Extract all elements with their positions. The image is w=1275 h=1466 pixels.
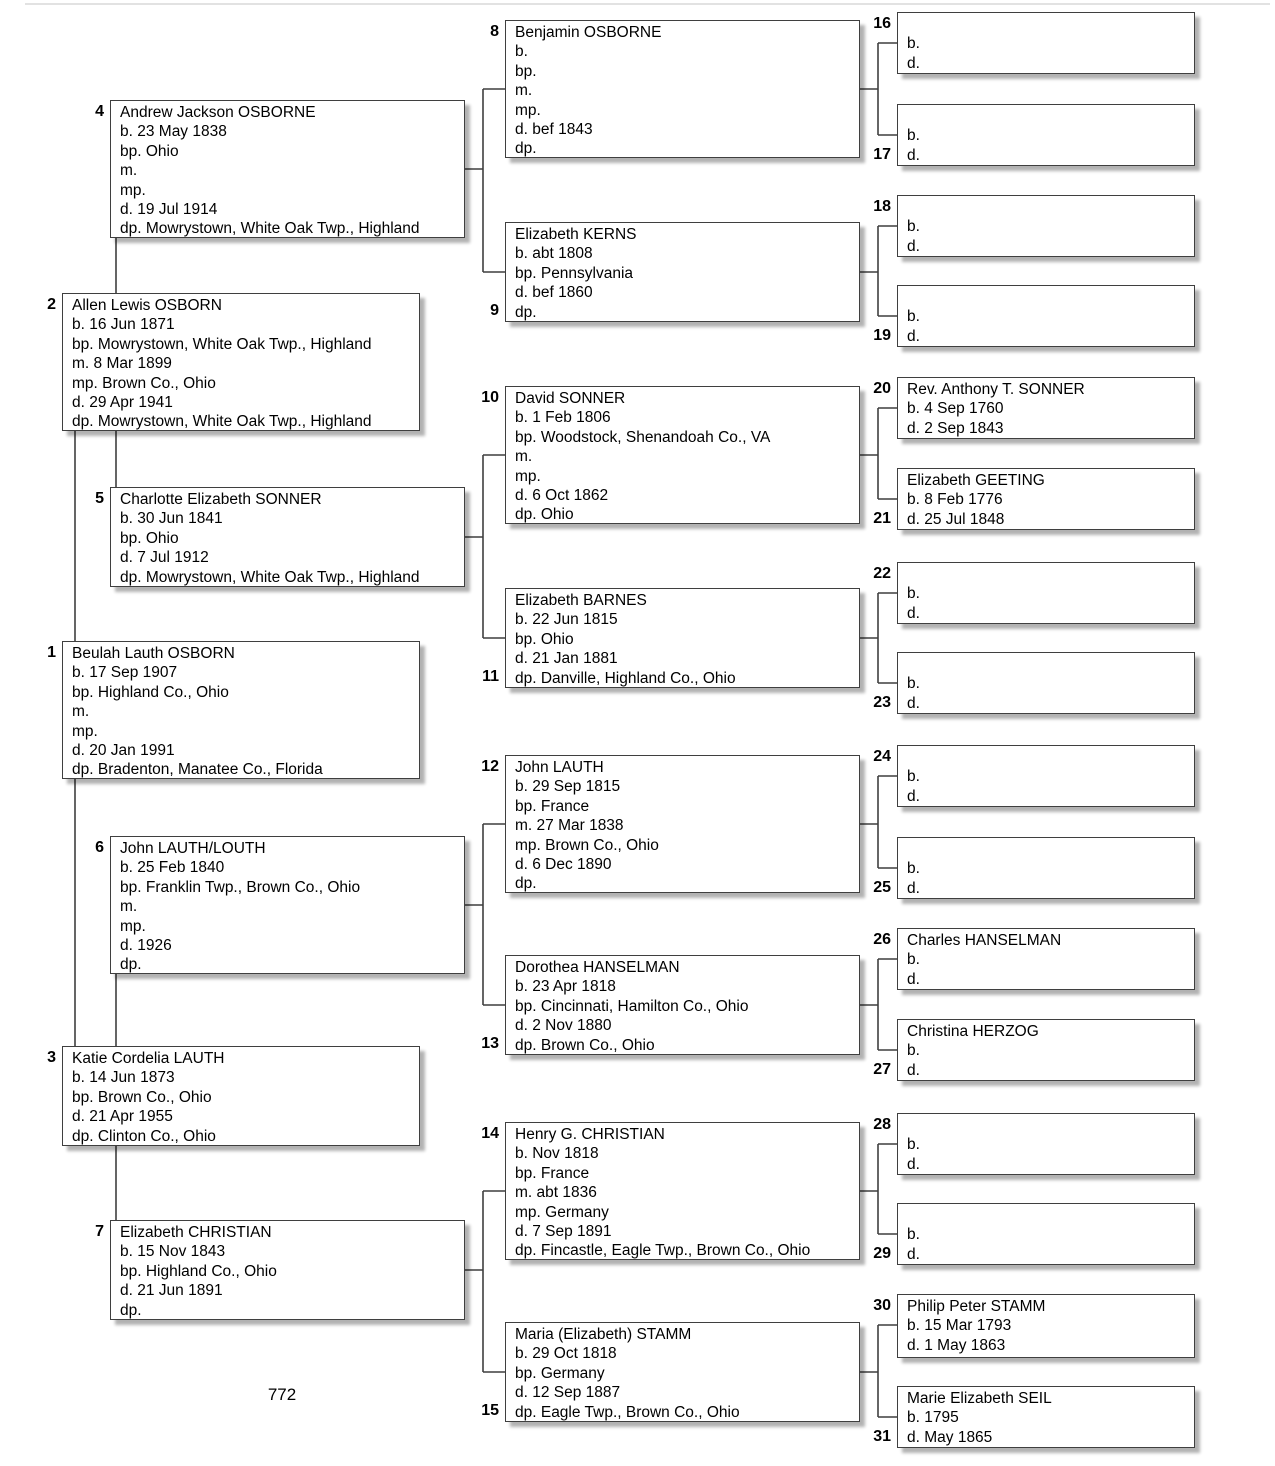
person-detail: b. <box>907 1226 920 1244</box>
person-box-6 <box>95 836 465 974</box>
person-box-8 <box>490 20 860 158</box>
person-detail: d. <box>907 1061 920 1079</box>
person-detail: b. 14 Jun 1873 <box>72 1069 175 1087</box>
person-detail: b. <box>907 218 920 236</box>
person-detail: d. <box>907 604 920 622</box>
person-box-21 <box>873 468 1195 530</box>
person-number: 8 <box>490 23 499 40</box>
person-detail: bp. Pennsylvania <box>515 264 634 282</box>
person-detail: dp. <box>120 956 142 974</box>
person-detail: b. <box>907 768 920 786</box>
person-name <box>907 1206 1188 1225</box>
person-detail: b. 17 Sep 1907 <box>72 664 178 682</box>
person-number: 15 <box>481 1402 499 1419</box>
person-number: 2 <box>47 296 56 313</box>
person-name <box>907 748 1188 767</box>
person-name: Katie Cordelia LAUTH <box>72 1050 225 1067</box>
person-name: Elizabeth BARNES <box>515 592 647 609</box>
person-number: 25 <box>873 879 891 896</box>
person-box-24 <box>873 745 1195 807</box>
person-detail: d. 12 Sep 1887 <box>515 1384 621 1402</box>
person-detail: b. <box>907 308 920 326</box>
person-detail: dp. Brown Co., Ohio <box>515 1036 655 1054</box>
person-detail: b. <box>515 43 528 61</box>
person-detail: d. 20 Jan 1991 <box>72 742 175 760</box>
person-number: 9 <box>490 302 499 319</box>
person-number: 22 <box>873 565 891 582</box>
person-number: 5 <box>95 490 104 507</box>
person-name: Elizabeth CHRISTIAN <box>120 1224 272 1241</box>
person-name <box>907 655 1188 674</box>
person-box-5 <box>95 487 465 587</box>
person-detail: bp. Ohio <box>515 630 574 648</box>
person-detail: b. <box>907 35 920 53</box>
person-name <box>907 565 1188 584</box>
person-detail: d. <box>907 1245 920 1263</box>
person-number: 20 <box>873 380 891 397</box>
person-detail: d. May 1865 <box>907 1428 993 1446</box>
person-name <box>907 107 1188 126</box>
person-detail: b. <box>907 585 920 603</box>
page-number: 772 <box>267 1385 297 1404</box>
person-detail: d. 2 Nov 1880 <box>515 1017 612 1035</box>
person-detail: m. <box>515 82 533 100</box>
person-detail: d. <box>907 694 920 712</box>
person-detail: dp. <box>515 303 537 321</box>
person-box-28 <box>873 1113 1195 1175</box>
person-name: Philip Peter STAMM <box>907 1298 1046 1315</box>
person-number: 31 <box>873 1428 891 1445</box>
person-detail: b. 23 May 1838 <box>120 123 227 141</box>
person-number: 10 <box>481 389 499 406</box>
person-number: 12 <box>481 758 499 775</box>
person-box-26 <box>873 928 1195 990</box>
person-detail: b. <box>907 675 920 693</box>
person-detail: m. abt 1836 <box>515 1184 597 1202</box>
person-detail: d. <box>907 787 920 805</box>
person-detail: dp. Fincastle, Eagle Twp., Brown Co., Ohio <box>515 1242 811 1260</box>
person-detail: b. <box>907 1136 920 1154</box>
person-detail: b. <box>907 860 920 878</box>
person-detail: bp. Cincinnati, Hamilton Co., Ohio <box>515 997 749 1015</box>
person-number: 13 <box>481 1035 499 1052</box>
person-name <box>907 198 1188 217</box>
person-name <box>907 288 1188 307</box>
person-number: 24 <box>873 748 891 765</box>
person-detail: b. 8 Feb 1776 <box>907 491 1003 509</box>
person-detail: dp. Ohio <box>515 506 574 524</box>
person-detail: d. <box>907 54 920 72</box>
person-detail: b. 15 Mar 1793 <box>907 1317 1012 1335</box>
person-number: 19 <box>873 327 891 344</box>
person-detail: b. <box>907 1042 920 1060</box>
person-detail: b. 29 Oct 1818 <box>515 1345 617 1363</box>
person-detail: d. <box>907 146 920 164</box>
person-detail: d. 19 Jul 1914 <box>120 201 218 219</box>
person-name: Elizabeth KERNS <box>515 226 637 243</box>
person-detail: bp. Brown Co., Ohio <box>72 1088 212 1106</box>
person-detail: b. 22 Jun 1815 <box>515 611 618 629</box>
person-name: Henry G. CHRISTIAN <box>515 1126 665 1143</box>
person-box-23 <box>873 652 1195 714</box>
person-name: Elizabeth GEETING <box>907 472 1045 489</box>
person-detail: b. 15 Nov 1843 <box>120 1243 226 1261</box>
person-number: 26 <box>873 931 891 948</box>
person-box-14 <box>481 1122 860 1260</box>
person-number: 28 <box>873 1116 891 1133</box>
person-number: 23 <box>873 694 891 711</box>
person-detail: mp. <box>72 722 98 740</box>
person-number: 18 <box>873 198 891 215</box>
person-detail: d. 1926 <box>120 937 172 955</box>
person-detail: dp. Mowrystown, White Oak Twp., Highland <box>72 413 372 431</box>
person-detail: dp. Danville, Highland Co., Ohio <box>515 669 736 687</box>
person-box-1 <box>47 641 420 779</box>
person-detail: dp. Eagle Twp., Brown Co., Ohio <box>515 1403 740 1421</box>
person-name: Charlotte Elizabeth SONNER <box>120 491 322 508</box>
person-box-3 <box>47 1046 420 1146</box>
person-detail: b. 25 Feb 1840 <box>120 859 225 877</box>
person-number: 4 <box>95 103 104 120</box>
person-number: 1 <box>47 644 56 661</box>
person-detail: m. <box>72 703 90 721</box>
person-box-19 <box>873 285 1195 347</box>
person-detail: bp. France <box>515 1164 590 1182</box>
person-box-18 <box>873 195 1195 257</box>
person-box-27 <box>873 1019 1195 1081</box>
person-name: Maria (Elizabeth) STAMM <box>515 1326 692 1343</box>
person-detail: d. <box>907 879 920 897</box>
person-detail: bp. Mowrystown, White Oak Twp., Highland <box>72 335 372 353</box>
person-box-17 <box>873 104 1195 166</box>
person-name: Christina HERZOG <box>907 1023 1039 1040</box>
person-detail: d. 6 Oct 1862 <box>515 487 609 505</box>
person-detail: bp. Highland Co., Ohio <box>72 683 229 701</box>
person-box-29 <box>873 1203 1195 1265</box>
person-detail: mp. Germany <box>515 1203 609 1221</box>
person-box-16 <box>873 12 1195 74</box>
person-name: Rev. Anthony T. SONNER <box>907 381 1085 398</box>
person-detail: bp. Highland Co., Ohio <box>120 1262 277 1280</box>
person-detail: dp. <box>515 140 537 158</box>
person-box-13 <box>481 955 860 1055</box>
person-detail: d. <box>907 1155 920 1173</box>
person-detail: bp. France <box>515 797 590 815</box>
person-detail: d. <box>907 970 920 988</box>
person-detail: b. 23 Apr 1818 <box>515 978 616 996</box>
person-detail: m. <box>515 448 533 466</box>
person-number: 16 <box>873 15 891 32</box>
person-detail: b. 29 Sep 1815 <box>515 778 621 796</box>
person-box-10 <box>481 386 860 524</box>
person-detail: dp. <box>515 875 537 893</box>
person-detail: d. 21 Apr 1955 <box>72 1108 173 1126</box>
person-detail: bp. Woodstock, Shenandoah Co., VA <box>515 428 771 446</box>
person-name: Andrew Jackson OSBORNE <box>120 104 316 121</box>
person-detail: mp. Brown Co., Ohio <box>515 836 659 854</box>
person-detail: mp. <box>120 181 146 199</box>
person-box-11 <box>482 588 860 688</box>
person-detail: bp. Ohio <box>120 142 179 160</box>
person-box-31 <box>873 1386 1195 1448</box>
person-number: 7 <box>95 1223 104 1240</box>
person-detail: b. 1795 <box>907 1409 959 1427</box>
person-number: 11 <box>482 668 499 685</box>
person-number: 30 <box>873 1297 891 1314</box>
person-detail: d. 21 Jun 1891 <box>120 1282 223 1300</box>
person-detail: bp. Germany <box>515 1364 605 1382</box>
person-detail: m. 27 Mar 1838 <box>515 817 624 835</box>
person-detail: mp. <box>515 101 541 119</box>
person-detail: mp. <box>515 467 541 485</box>
person-name <box>907 1116 1188 1135</box>
person-number: 29 <box>873 1245 891 1262</box>
person-detail: b. Nov 1818 <box>515 1145 599 1163</box>
person-box-20 <box>873 377 1195 439</box>
person-detail: dp. Clinton Co., Ohio <box>72 1127 216 1145</box>
person-detail: d. 7 Jul 1912 <box>120 549 209 567</box>
person-detail: dp. Bradenton, Manatee Co., Florida <box>72 761 323 779</box>
person-detail: d. <box>907 237 920 255</box>
person-detail: b. abt 1808 <box>515 245 593 263</box>
person-detail: m. <box>120 898 138 916</box>
person-detail: b. 30 Jun 1841 <box>120 510 223 528</box>
person-name <box>907 840 1188 859</box>
person-detail: d. bef 1843 <box>515 121 593 139</box>
person-detail: d. 25 Jul 1848 <box>907 510 1005 528</box>
person-box-22 <box>873 562 1195 624</box>
person-detail: dp. Mowrystown, White Oak Twp., Highland <box>120 220 420 238</box>
person-number: 21 <box>873 510 891 527</box>
person-detail: b. <box>907 951 920 969</box>
person-name: David SONNER <box>515 390 626 407</box>
person-detail: d. 2 Sep 1843 <box>907 419 1004 437</box>
person-box-30 <box>873 1294 1195 1358</box>
person-box-15 <box>481 1322 860 1422</box>
person-name <box>907 15 1188 34</box>
person-detail: d. 21 Jan 1881 <box>515 650 618 668</box>
person-number: 14 <box>481 1125 499 1142</box>
person-name: John LAUTH/LOUTH <box>120 840 266 857</box>
person-name: Charles HANSELMAN <box>907 932 1062 949</box>
person-name: Allen Lewis OSBORN <box>72 297 222 314</box>
person-detail: bp. Franklin Twp., Brown Co., Ohio <box>120 878 361 896</box>
person-detail: d. 7 Sep 1891 <box>515 1223 612 1241</box>
person-name: Marie Elizabeth SEIL <box>907 1390 1052 1407</box>
person-detail: b. 4 Sep 1760 <box>907 400 1004 418</box>
person-detail: d. <box>907 327 920 345</box>
person-detail: mp. Brown Co., Ohio <box>72 374 216 392</box>
person-name: Benjamin OSBORNE <box>515 24 662 41</box>
person-box-4 <box>95 100 465 238</box>
person-box-2 <box>47 293 420 431</box>
person-detail: d. 6 Dec 1890 <box>515 856 612 874</box>
person-detail: m. <box>120 162 138 180</box>
person-name: Dorothea HANSELMAN <box>515 959 680 976</box>
person-name: Beulah Lauth OSBORN <box>72 645 235 662</box>
person-detail: d. 29 Apr 1941 <box>72 394 173 412</box>
person-detail: b. <box>907 127 920 145</box>
person-name: John LAUTH <box>515 759 604 776</box>
person-number: 17 <box>873 146 891 163</box>
person-detail: mp. <box>120 917 146 935</box>
person-number: 6 <box>95 839 104 856</box>
person-number: 27 <box>873 1061 891 1078</box>
person-detail: b. 16 Jun 1871 <box>72 316 175 334</box>
person-number: 3 <box>47 1049 56 1066</box>
person-detail: dp. <box>120 1301 142 1319</box>
person-box-7 <box>95 1220 465 1320</box>
person-detail: m. 8 Mar 1899 <box>72 355 172 373</box>
person-detail: d. bef 1860 <box>515 284 593 302</box>
person-box-25 <box>873 837 1195 899</box>
person-detail: b. 1 Feb 1806 <box>515 409 611 427</box>
person-box-12 <box>481 755 860 893</box>
person-box-9 <box>490 222 860 322</box>
person-detail: bp. <box>515 62 537 80</box>
person-detail: d. 1 May 1863 <box>907 1336 1006 1354</box>
person-detail: dp. Mowrystown, White Oak Twp., Highland <box>120 568 420 586</box>
person-detail: bp. Ohio <box>120 529 179 547</box>
